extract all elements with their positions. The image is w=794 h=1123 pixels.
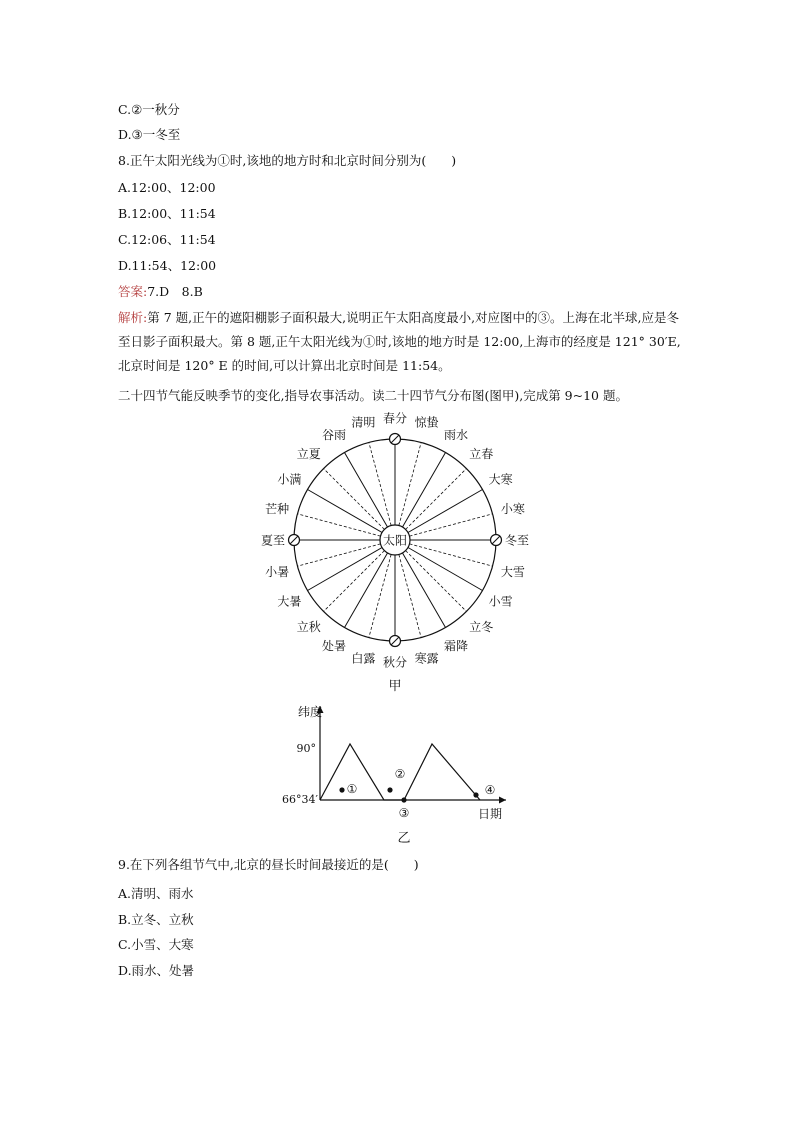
analysis-label: 解析:	[118, 310, 148, 325]
q7-option-d: D.③一冬至	[118, 127, 181, 142]
analysis-paragraph	[118, 306, 688, 378]
q8-option-a: A.12:00、12:00	[118, 180, 216, 195]
figure-jia-caption: 甲	[388, 679, 402, 694]
term-label: 清明	[351, 415, 376, 430]
marker-label: ①	[346, 782, 358, 796]
q9-option-d: D.雨水、处暑	[118, 963, 195, 978]
spoke-line	[308, 548, 382, 591]
figure-yi-caption: 乙	[397, 831, 411, 846]
spoke-line	[408, 490, 482, 533]
term-label: 大雪	[500, 565, 525, 580]
q8-option-c: C.12:06、11:54	[118, 232, 216, 247]
term-label: 雨水	[443, 427, 469, 442]
spoke-line	[308, 490, 382, 533]
q9-option-c: C.小雪、大寒	[118, 937, 194, 952]
spoke-line	[324, 469, 385, 530]
q9-option-a: A.清明、雨水	[118, 886, 194, 901]
answer-line	[118, 284, 203, 300]
term-label: 立夏	[296, 447, 321, 462]
term-label: 小暑	[265, 565, 290, 580]
term-label: 小寒	[500, 501, 525, 516]
term-label: 冬至	[504, 533, 530, 548]
term-label: 立冬	[469, 619, 494, 634]
term-label: 处暑	[321, 639, 347, 654]
term-label: 大暑	[277, 594, 302, 609]
spoke-line	[406, 551, 467, 612]
analysis-text: 第 7 题,正午的遮阳棚影子面积最大,说明正午太阳高度最小,对应图中的③。上海在北半球,应是冬至日影子面积最大。第 8 题,正午太阳光线为①时,该地的地方时是 12:00,上海市的经度是 121° 30′E,北京时间是 120° E 的时间,可以计算出北京时间是 11:54。	[118, 310, 681, 373]
spoke-line	[345, 453, 388, 527]
q8-option-d: D.11:54、12:00	[118, 258, 217, 273]
latitude-graph	[280, 700, 520, 855]
term-label: 小满	[277, 472, 302, 487]
spoke-line	[406, 469, 467, 530]
marker-dot	[473, 792, 478, 797]
tick-90: 90°	[296, 742, 316, 755]
intro-text: 二十四节气能反映季节的变化,指导农事活动。读二十四节气分布图(图甲),完成第 9~10 题。	[118, 388, 628, 403]
term-label: 芒种	[265, 501, 290, 516]
term-label: 谷雨	[321, 427, 347, 442]
sun-label: 太阳	[382, 533, 408, 548]
spoke-line	[324, 551, 385, 612]
term-label: 夏至	[260, 533, 286, 548]
q7-option-c: C.②一秋分	[118, 102, 180, 117]
marker-dot	[401, 797, 406, 802]
spoke-line	[403, 453, 446, 527]
q8-stem: 8.正午太阳光线为①时,该地的地方时和北京时间分别为( )	[118, 153, 457, 168]
term-label: 春分	[382, 411, 408, 426]
term-label: 大寒	[488, 472, 513, 487]
marker-label: ②	[394, 767, 406, 781]
y-axis-label: 纬度	[298, 705, 323, 719]
marker-label: ③	[398, 806, 410, 820]
term-label: 惊蛰	[414, 415, 439, 430]
q9-stem: 9.在下列各组节气中,北京的昼长时间最接近的是( )	[118, 857, 419, 872]
spoke-line	[408, 548, 482, 591]
q8-option-b: B.12:00、11:54	[118, 206, 216, 221]
term-label: 立春	[469, 447, 494, 462]
q9-option-b: B.立冬、立秋	[118, 912, 194, 927]
term-label: 小雪	[488, 594, 513, 609]
solar-terms-diagram	[250, 410, 550, 705]
answer-text: 7.D 8.B	[147, 284, 203, 299]
term-label: 立秋	[296, 619, 321, 634]
marker-dot	[387, 787, 392, 792]
term-label: 白露	[351, 651, 376, 666]
marker-dot	[339, 787, 344, 792]
tick-66-34: 66°34′	[282, 793, 318, 806]
term-label: 霜降	[443, 639, 469, 654]
term-label: 寒露	[414, 651, 439, 666]
marker-label: ④	[484, 783, 496, 797]
spoke-line	[345, 553, 388, 627]
answer-label: 答案:	[118, 284, 148, 299]
spoke-line	[403, 553, 446, 627]
x-axis-label: 日期	[478, 807, 503, 821]
graph-markers	[339, 767, 495, 820]
term-label: 秋分	[382, 655, 408, 670]
